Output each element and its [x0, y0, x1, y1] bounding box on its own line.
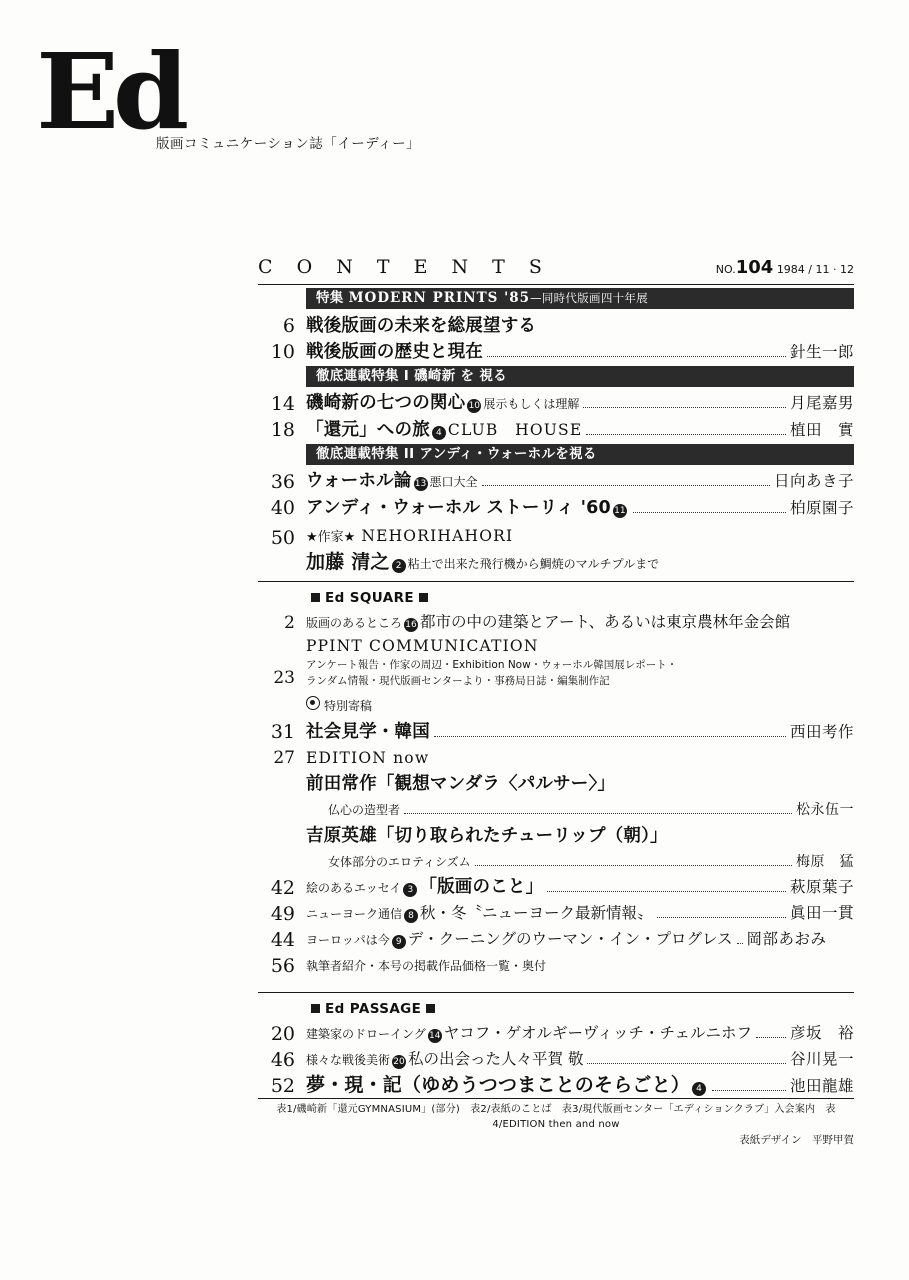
entry-subtitle: CLUB HOUSE — [447, 421, 583, 439]
series-number-badge: 11 — [614, 506, 626, 516]
toc-entry-writer-name[interactable] — [258, 549, 854, 575]
entry-title: 戦後版画の歴史と現在 — [306, 342, 483, 362]
toc-entry[interactable] — [258, 311, 854, 337]
cover-credits: 表1/磯崎新「還元GYMNASIUM」(部分) 表2/表紙のことば 表3/現代版画センター「エディションクラブ」入会案内 表4/EDITION then and now — [276, 1104, 836, 1130]
series-number-badge: 10 — [468, 401, 481, 411]
series-number-badge: 14 — [429, 1031, 441, 1041]
entry-title: 社会見学・韓国 — [306, 722, 430, 742]
entry-title-latin: PPINT COMMUNICATION — [306, 637, 539, 655]
entry-author: 池田龍雄 — [789, 1077, 854, 1095]
writer-description: 粘土で出来た飛行機から鯛焼のマルチプルまで — [407, 557, 660, 571]
section-bar-prefix: 徹底連載特集 II アンディ・ウォーホルを視る — [316, 446, 597, 462]
contents-block — [258, 256, 854, 1097]
entry-series-prefix: 様々な戦後美術 — [306, 1053, 391, 1067]
entry-series-prefix: 版画のあるところ — [306, 616, 403, 630]
series-number-badge: 9 — [392, 935, 406, 949]
toc-entry[interactable] — [258, 608, 854, 634]
entry-author: 西田考作 — [789, 723, 854, 741]
entry-subtitle: 悪口大全 — [429, 475, 478, 489]
page-number: 46 — [270, 1049, 295, 1071]
divider-footer — [258, 1098, 854, 1099]
entry-author: 梅原 猛 — [796, 854, 854, 870]
toc-entry[interactable] — [258, 467, 854, 493]
series-number-badge: 3 — [403, 883, 417, 897]
series-number-badge: 4 — [692, 1082, 706, 1096]
page-number: 49 — [270, 903, 295, 925]
page-number: 56 — [270, 955, 295, 977]
ed-square-label: Ed SQUARE — [325, 590, 414, 606]
bullseye-icon — [306, 696, 320, 710]
cover-designer: 表紙デザイン 平野甲賀 — [739, 1134, 854, 1146]
entry-author: 針生一郎 — [789, 343, 854, 361]
toc-entry[interactable] — [258, 717, 854, 743]
leader-dots — [587, 1063, 786, 1064]
magazine-logo: Ed — [36, 30, 183, 153]
entry-title: 戦後版画の未来を総展望する — [306, 316, 537, 336]
page-number: 2 — [284, 613, 295, 633]
square-marker-icon — [311, 1004, 320, 1013]
entry-detail-line: ランダム情報・現代版画センターより・事務局日誌・編集制作記 — [306, 675, 610, 687]
entry-title: 吉原英雄「切り取られたチューリップ（朝）」 — [306, 826, 668, 846]
entry-title: デ・クーニングのウーマン・イン・プログレス — [407, 930, 733, 948]
entry-title: 執筆者紹介・本号の掲載作品価格一覧・奥付 — [306, 959, 547, 973]
page-number: 6 — [282, 315, 295, 337]
entry-subtitle: 女体部分のエロティシズム — [328, 855, 471, 869]
leader-dots — [404, 813, 792, 814]
edition-now-label: EDITION now — [306, 749, 430, 767]
edition-now-heading[interactable] — [258, 743, 854, 769]
writer-latin-label: NEHORIHAHORI — [361, 527, 514, 545]
page-number: 52 — [270, 1075, 295, 1097]
toc-entry[interactable] — [258, 769, 854, 795]
leader-dots — [487, 356, 786, 357]
leader-dots — [633, 512, 786, 513]
page-number: 31 — [270, 721, 295, 743]
issue-number: 104 — [735, 257, 774, 278]
entry-author: 岡部あおみ — [746, 930, 827, 948]
page-number: 44 — [270, 929, 295, 951]
leader-dots — [547, 891, 786, 892]
series-number-badge: 2 — [392, 559, 406, 573]
footer — [258, 1098, 854, 1148]
toc-entry[interactable] — [258, 821, 854, 847]
masthead-subtitle: 版画コミュニケーション誌「イーディー」 — [156, 136, 421, 152]
entry-author: 柏原園子 — [789, 499, 854, 517]
toc-entry[interactable] — [258, 1019, 854, 1045]
square-marker-icon — [419, 593, 428, 602]
page-number: 42 — [270, 877, 295, 899]
divider-ed-passage — [258, 992, 854, 993]
leader-dots — [482, 485, 770, 486]
entry-title: 磯崎新の七つの関心 — [306, 393, 466, 413]
entry-author: 松永伍一 — [796, 802, 854, 818]
page-number: 23 — [273, 668, 295, 688]
toc-entry[interactable] — [258, 389, 854, 415]
page-number: 14 — [270, 393, 295, 415]
issue-label: NO. — [715, 263, 736, 276]
special-contribution-label: 特別寄稿 — [324, 699, 373, 713]
entry-title: ウォーホル論 — [306, 471, 412, 491]
toc-entry-sub[interactable] — [258, 847, 854, 873]
page-number: 27 — [273, 748, 295, 768]
section-bar-suffix: —同時代版画四十年展 — [530, 291, 649, 305]
leader-dots — [434, 736, 786, 737]
series-number-badge: 16 — [405, 620, 417, 630]
leader-dots — [657, 917, 786, 918]
toc-entry[interactable] — [258, 634, 854, 691]
page-number: 18 — [270, 419, 295, 441]
entry-author: 谷川晃一 — [789, 1050, 854, 1068]
section-bar-modern-prints — [306, 288, 854, 309]
divider-top — [258, 284, 854, 285]
entry-author: 植田 實 — [789, 421, 854, 439]
toc-entry[interactable] — [258, 415, 854, 441]
leader-dots — [586, 434, 786, 435]
series-number-badge: 13 — [414, 479, 427, 489]
entry-series-prefix: ニューヨーク通信 — [306, 907, 403, 921]
writer-star-label: ★作家★ — [306, 530, 356, 545]
toc-entry-sub[interactable] — [258, 795, 854, 821]
entry-author: 日向あき子 — [773, 472, 854, 490]
section-bar-latin: MODERN PRINTS '85 — [348, 290, 531, 306]
entry-detail-line: アンケート報告・作家の周辺・Exhibition Now・ウォーホル韓国展レポート・ — [306, 659, 678, 671]
leader-dots — [583, 407, 786, 408]
toc-entry[interactable] — [258, 899, 854, 925]
toc-entry[interactable] — [258, 1045, 854, 1071]
entry-title: 秋・冬〝ニューヨーク最新情報〟 — [420, 904, 653, 922]
toc-entry-writer[interactable] — [258, 523, 854, 549]
series-number-badge: 8 — [404, 909, 418, 923]
special-contribution-heading — [258, 691, 854, 717]
page-number: 50 — [270, 527, 295, 549]
series-number-badge: 20 — [393, 1057, 405, 1067]
masthead — [36, 30, 856, 170]
entry-author: 月尾嘉男 — [789, 394, 854, 412]
section-bar-isozaki — [306, 366, 854, 387]
toc-entry[interactable] — [258, 951, 854, 977]
entry-title: 夢・現・記（ゆめうつつまことのそらごと） — [306, 1074, 691, 1096]
toc-entry[interactable] — [258, 493, 854, 519]
entry-title: ヤコフ・ゲオルギーヴィッチ・チェルニホフ — [443, 1024, 753, 1042]
toc-entry[interactable] — [258, 337, 854, 363]
entry-series-prefix: ヨーロッパは今 — [306, 933, 390, 947]
contents-title: C O N T E N T S — [258, 256, 551, 278]
leader-dots — [756, 1037, 786, 1038]
entry-title: 「還元」への旅 — [306, 420, 430, 440]
toc-entry[interactable] — [258, 873, 854, 899]
writer-name: 加藤 清之 — [306, 551, 390, 573]
entry-author: 彦坂 裕 — [789, 1024, 854, 1042]
page-number: 20 — [270, 1023, 295, 1045]
toc-entry[interactable] — [258, 1071, 854, 1097]
entry-subtitle: 展示もしくは理解 — [483, 397, 580, 411]
leader-dots — [475, 865, 792, 866]
square-marker-icon — [426, 1004, 435, 1013]
square-marker-icon — [311, 593, 320, 602]
entry-title: 都市の中の建築とアート、あるいは東京農林年金会館 — [420, 613, 791, 631]
issue-info — [716, 257, 854, 278]
page-number: 40 — [270, 497, 295, 519]
page-number: 36 — [270, 471, 295, 493]
entry-series-prefix: 絵のあるエッセイ — [306, 881, 402, 895]
entry-series-prefix: 建築家のドローイング — [306, 1027, 426, 1041]
divider-ed-square — [258, 581, 854, 582]
entry-title: 「版画のこと」 — [419, 877, 544, 897]
entry-title: 前田常作「観想マンダラ〈パルサー〉」 — [306, 774, 616, 794]
section-bar-warhol — [306, 444, 854, 465]
section-bar-prefix: 徹底連載特集 I 磯崎新 を 視る — [316, 368, 507, 384]
entry-title: アンディ・ウォーホル ストーリィ '60 — [306, 498, 611, 518]
section-bar-prefix: 特集 — [316, 290, 349, 306]
issue-date: 1984 / 11 · 12 — [776, 263, 854, 276]
leader-dots — [712, 1090, 786, 1091]
entry-subtitle: 仏心の造型者 — [328, 803, 401, 817]
entry-author: 萩原葉子 — [789, 878, 854, 896]
toc-entry[interactable] — [258, 925, 854, 951]
ed-passage-heading — [306, 995, 854, 1019]
series-number-badge: 4 — [432, 426, 446, 440]
entry-title: 私の出会った人々平賀 敬 — [408, 1050, 584, 1068]
ed-passage-label: Ed PASSAGE — [325, 1001, 422, 1017]
contents-header — [258, 256, 854, 282]
page-number: 10 — [270, 341, 295, 363]
entry-author: 眞田一貫 — [789, 904, 854, 922]
ed-square-heading — [306, 584, 854, 608]
leader-dots — [737, 943, 743, 944]
